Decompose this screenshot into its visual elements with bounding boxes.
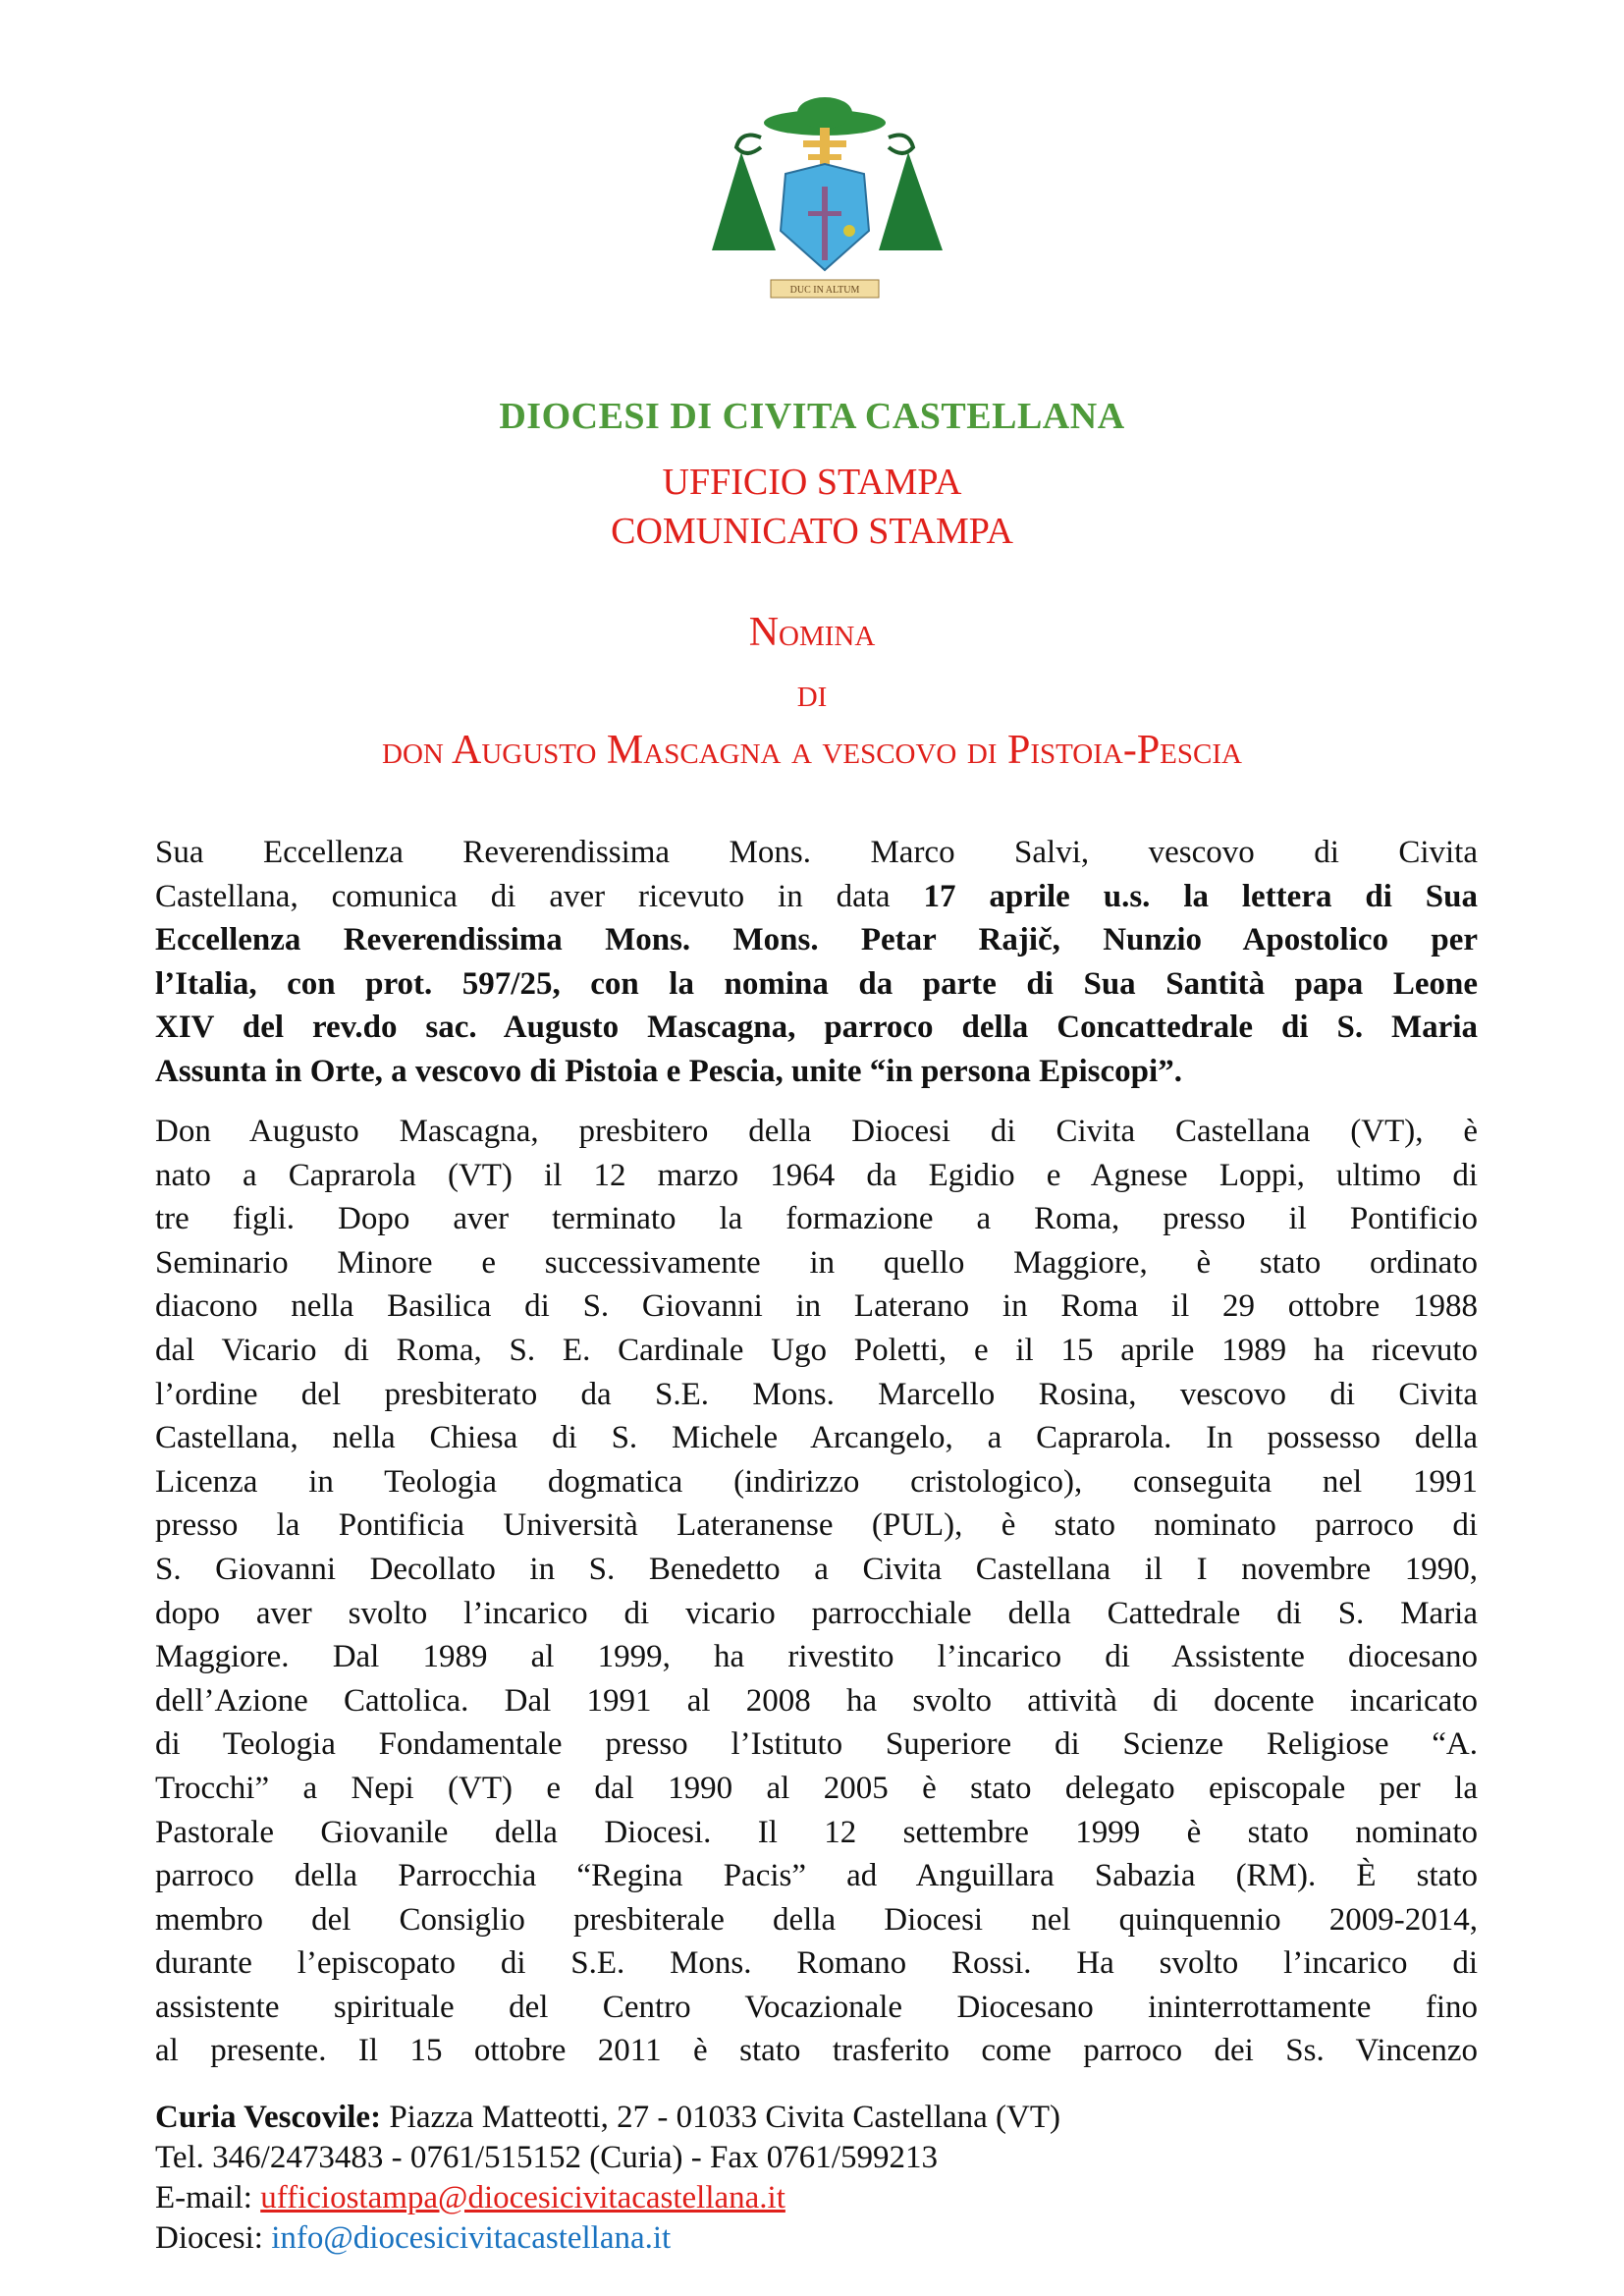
diocese-email-link[interactable]: info@diocesicivitacastellana.it (271, 2220, 672, 2256)
paragraph-line: Pastorale Giovanile della Diocesi. Il 12 settembre 1999 è stato nominato (155, 1814, 1478, 1850)
bold-text-run: 17 aprile u.s. la lettera di Sua (923, 878, 1478, 914)
diocese-email-line (155, 2218, 1060, 2259)
paragraph-line: l’ordine del presbiterato da S.E. Mons. Marcello Rosina, vescovo di Civita (155, 1376, 1478, 1412)
bold-text-run: l’Italia, con prot. 597/25, con la nomina da parte di Sua Santità papa Leone (155, 965, 1478, 1002)
footer-contacts (155, 2098, 1060, 2259)
curia-address-text: Piazza Matteotti, 27 - 01033 Civita Castellana (VT) (381, 2100, 1060, 2135)
paragraph-line: parroco della Parrocchia “Regina Pacis” ad Anguillara Sabazia (RM). È stato (155, 1858, 1478, 1894)
text-run: Castellana, comunica di aver ricevuto in data (155, 878, 924, 914)
paragraph-line (155, 875, 1478, 919)
paragraph-line: assistente spirituale del Centro Vocazionale Diocesano ininterrottamente fino (155, 1989, 1478, 2025)
text-run: Sua Eccellenza Reverendissima Mons. Marco Salvi, vescovo di Civita (155, 835, 1478, 870)
document-type: COMUNICATO STAMPA (611, 511, 1013, 552)
paragraph-line (155, 1006, 1478, 1050)
title-line-1: Nomina (748, 610, 876, 655)
paragraph-line: tre figli. Dopo aver terminato la formazione a Roma, presso il Pontificio (155, 1201, 1478, 1237)
paragraph-line: diacono nella Basilica di S. Giovanni in Laterano in Roma il 29 ottobre 1988 (155, 1288, 1478, 1325)
paragraph-line: di Teologia Fondamentale presso l’Istituto Superiore di Scienze Religiose “A. (155, 1726, 1478, 1763)
curia-address (155, 2098, 1060, 2138)
crest-motto: DUC IN ALTUM (789, 285, 860, 296)
paragraph-line: presso la Pontificia Università Lateranense (PUL), è stato nominato parroco di (155, 1507, 1478, 1544)
paragraph-announcement (155, 831, 1478, 1094)
title-line-3: don Augusto Mascagna a vescovo di Pistoia-Pescia (382, 728, 1242, 773)
paragraph-line: nato a Caprarola (VT) il 12 marzo 1964 da Egidio e Agnese Loppi, ultimo di (155, 1157, 1478, 1193)
paragraph-line: Castellana, nella Chiesa di S. Michele Arcangelo, a Caprarola. In possesso della (155, 1420, 1478, 1456)
paragraph-line: membro del Consiglio presbiterale della Diocesi nel quinquennio 2009-2014, (155, 1901, 1478, 1938)
diocese-email-label: Diocesi: (155, 2220, 272, 2256)
title-line-2: di (796, 671, 828, 716)
paragraph-line (155, 918, 1478, 962)
paragraph-line: Maggiore. Dal 1989 al 1999, ha rivestito l’incarico di Assistente diocesano (155, 1639, 1478, 1675)
bold-text-run: Assunta in Orte, a vescovo di Pistoia e Pescia, unite “in persona Episcopi”. (155, 1053, 1182, 1089)
diocese-heading: DIOCESI DI CIVITA CASTELLANA (499, 396, 1125, 437)
office-heading (0, 458, 1624, 556)
press-office-email-link[interactable]: ufficiostampa@diocesicivitacastellana.it (260, 2180, 785, 2215)
paragraph-line: Licenza in Teologia dogmatica (indirizzo cristologico), conseguita nel 1991 (155, 1463, 1478, 1500)
phone-line: Tel. 346/2473483 - 0761/515152 (Curia) - Fax 0761/599213 (155, 2140, 938, 2175)
bold-text-run: XIV del rev.do sac. Augusto Mascagna, parroco della Concattedrale di S. Maria (155, 1010, 1478, 1046)
paragraph-line: dal Vicario di Roma, S. E. Cardinale Ugo Poletti, e il 15 aprile 1989 ha ricevuto (155, 1332, 1478, 1368)
paragraph-line (155, 831, 1478, 875)
coat-of-arms-logo (702, 93, 947, 319)
paragraph-line: Trocchi” a Nepi (VT) e dal 1990 al 2005 è stato delegato episcopale per la (155, 1770, 1478, 1806)
paragraph-line: Seminario Minore e successivamente in quello Maggiore, è stato ordinato (155, 1244, 1478, 1281)
paragraph-line: S. Giovanni Decollato in S. Benedetto a Civita Castellana il I novembre 1990, (155, 1551, 1478, 1587)
paragraph-line (155, 962, 1478, 1007)
office-name: UFFICIO STAMPA (662, 462, 962, 503)
email-line (155, 2178, 1060, 2218)
paragraph-line (155, 1050, 1478, 1094)
bold-text-run: Eccellenza Reverendissima Mons. Mons. Petar Rajič, Nunzio Apostolico per (155, 922, 1478, 958)
paragraph-line: dell’Azione Cattolica. Dal 1991 al 2008 ha svolto attività di docente incaricato (155, 1682, 1478, 1719)
paragraph-biography (155, 1110, 1478, 2073)
paragraph-line: dopo aver svolto l’incarico di vicario parrocchiale della Cattedrale di S. Maria (155, 1595, 1478, 1631)
paragraph-line: durante l’episcopato di S.E. Mons. Romano Rossi. Ha svolto l’incarico di (155, 1945, 1478, 1982)
email-label: E-mail: (155, 2180, 261, 2215)
paragraph-line: al presente. Il 15 ottobre 2011 è stato trasferito come parroco dei Ss. Vincenzo (155, 2033, 1478, 2069)
paragraph-line: Don Augusto Mascagna, presbitero della Diocesi di Civita Castellana (VT), è (155, 1114, 1478, 1149)
curia-label: Curia Vescovile: (155, 2100, 382, 2135)
